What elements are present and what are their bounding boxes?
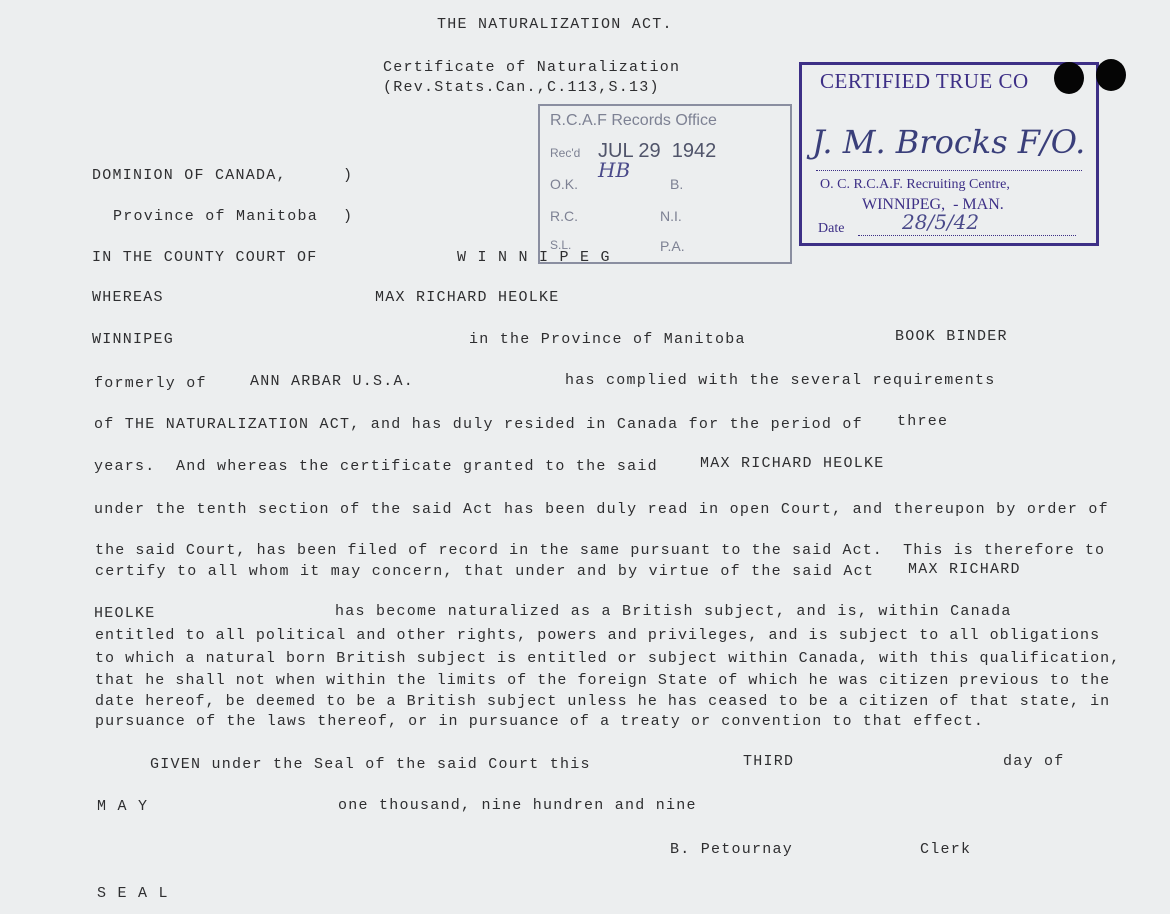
act-title: THE NATURALIZATION ACT. <box>437 16 673 33</box>
residence-period: three <box>897 413 949 430</box>
initials: HB <box>598 158 631 182</box>
punch-hole <box>1054 62 1084 94</box>
day-of-label: day of <box>1003 753 1065 770</box>
years-text: years. And whereas the certificate granted to the said <box>94 458 658 475</box>
date-label: Date <box>818 221 845 236</box>
complied-text: has complied with the several requirements <box>565 372 996 389</box>
tenth-section-text: under the tenth section of the said Act has been duly read in open Court, and thereupon by order of <box>94 501 1109 518</box>
pa-field: P.A. <box>660 238 685 254</box>
applicant-name: MAX RICHARD HEOLKE <box>700 455 885 472</box>
resided-text: of THE NATURALIZATION ACT, and has duly resided in Canada for the period of <box>94 416 863 433</box>
sl-field: S.L. <box>550 238 572 252</box>
former-residence: ANN ARBAR U.S.A. <box>250 373 415 390</box>
province-phrase: in the Province of Manitoba <box>469 331 746 348</box>
dominion-label: DOMINION OF CANADA, <box>92 167 287 184</box>
received-label: Rec'd <box>550 146 581 160</box>
naturalized-text: has become naturalized as a British subject, and is, within Canada <box>335 603 1012 620</box>
rcaf-stamp-title: R.C.A.F Records Office <box>550 112 717 129</box>
location: WINNIPEG, - MAN. <box>862 196 1004 213</box>
natural-born-text: to which a natural born British subject is entitled or subject within Canada, with this qualification, <box>95 650 1121 667</box>
certified-heading: CERTIFIED TRUE CO <box>820 69 1029 93</box>
year-text: one thousand, nine hundren and nine <box>338 797 697 814</box>
recruiting-centre: O. C. R.C.A.F. Recruiting Centre, <box>820 177 1010 192</box>
clerk-title: Clerk <box>920 841 972 858</box>
court-label: IN THE COUNTY COURT OF <box>92 249 318 266</box>
date-hereof-text: date hereof, be deemed to be a British subject unless he has ceased to be a citizen of that state, in <box>95 693 1111 710</box>
applicant-surname: HEOLKE <box>94 605 156 622</box>
rights-text: entitled to all political and other rights, powers and privileges, and is subject to all obligations <box>95 627 1101 644</box>
seal-label: S E A L <box>97 885 169 902</box>
foreign-state-text: that he shall not when within the limits of the foreign State of which he was citizen previous to the <box>95 672 1111 689</box>
punch-hole <box>1096 59 1126 91</box>
b-field: B. <box>670 176 684 192</box>
court-city: W I N N I P E G <box>457 249 611 266</box>
rcaf-records-stamp <box>538 104 792 264</box>
residence: WINNIPEG <box>92 331 175 348</box>
bracket: ) <box>343 208 354 225</box>
certified-true-copy-stamp <box>799 62 1099 246</box>
month: M A Y <box>97 798 149 815</box>
received-date: JUL 29 1942 <box>598 140 717 162</box>
date-value: 28/5/42 <box>902 210 980 234</box>
pursuance-text: pursuance of the laws thereof, or in pursuance of a treaty or convention to that effect. <box>95 713 984 730</box>
ni-field: N.I. <box>660 208 682 224</box>
certificate-title: Certificate of Naturalization <box>383 59 681 76</box>
statute-reference: (Rev.Stats.Can.,C.113,S.13) <box>383 79 660 96</box>
bracket: ) <box>343 167 354 184</box>
occupation: BOOK BINDER <box>895 328 1008 345</box>
ok-field: O.K. <box>550 176 579 192</box>
filed-text: the said Court, has been filed of record in the same pursuant to the said Act. This is therefore to <box>95 542 1106 559</box>
given-text: GIVEN under the Seal of the said Court this <box>150 756 591 773</box>
applicant-name: MAX RICHARD <box>908 561 1021 578</box>
province-label: Province of Manitoba <box>113 208 319 225</box>
officer-signature: J. M. Brocks F/O. <box>812 123 1086 161</box>
day-value: THIRD <box>743 753 795 770</box>
formerly-label: formerly of <box>94 375 207 392</box>
rc-field: R.C. <box>550 208 578 224</box>
certify-text: certify to all whom it may concern, that under and by virtue of the said Act <box>95 563 875 580</box>
applicant-name: MAX RICHARD HEOLKE <box>375 289 560 306</box>
clerk-name: B. Petournay <box>670 841 794 858</box>
whereas-label: WHEREAS <box>92 289 164 306</box>
